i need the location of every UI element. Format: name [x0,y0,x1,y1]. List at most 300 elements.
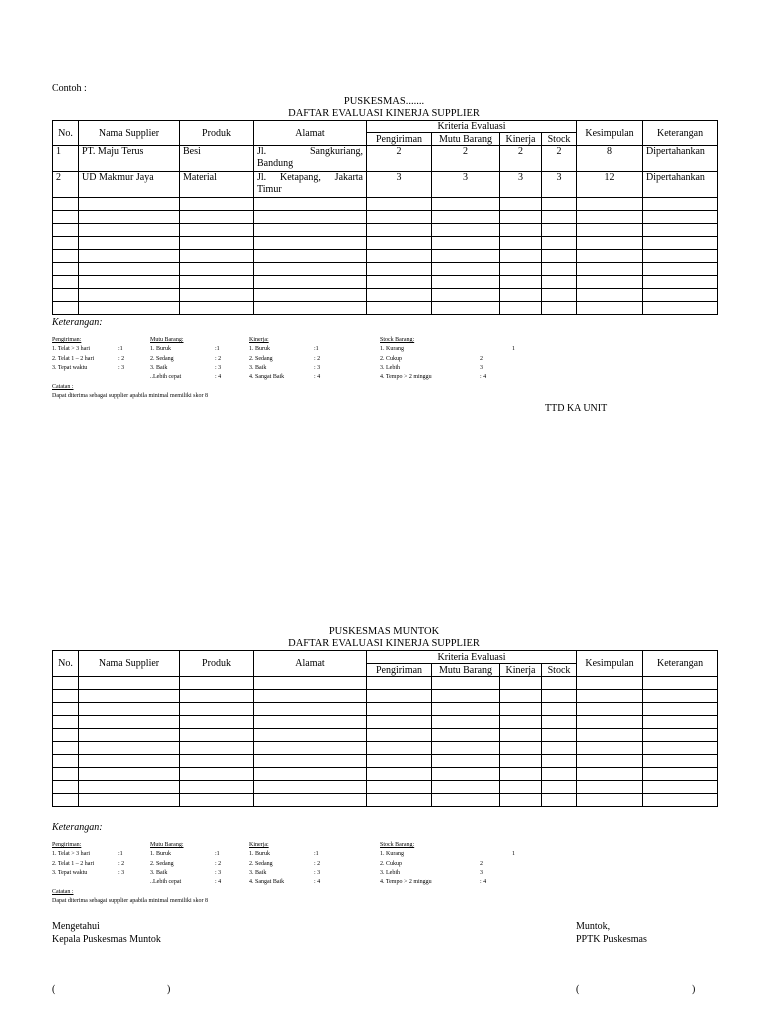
empty-cell [53,302,79,315]
empty-cell [180,211,254,224]
keterangan-label: Keterangan: [52,317,103,328]
alamat-line-1: Jl. Sangkuriang, [257,146,363,157]
empty-cell [577,289,643,302]
empty-cell [432,302,500,315]
legend-item: 3. Baik [249,869,267,876]
table-row-empty [53,781,718,794]
cell-alamat [254,146,367,172]
cell-no: 1 [53,146,79,172]
signature-paren-open-right: ( [576,984,580,995]
legend-score: : 2 [215,860,222,867]
empty-cell [53,690,79,703]
legend-mutu-barang [150,336,230,382]
legend-item: 1. Buruk [150,346,171,353]
empty-cell [79,794,180,807]
legend-title: Pengiriman: [52,337,82,343]
empty-cell [79,276,180,289]
legend-pengiriman [52,336,132,373]
legend-score: : 3 [215,364,222,371]
table-row-empty [53,716,718,729]
empty-cell [432,289,500,302]
form2-title-daftar: DAFTAR EVALUASI KINERJA SUPPLIER [288,638,480,649]
legend-score: 2 [480,355,483,362]
header-pengiriman: Pengiriman [367,133,432,146]
legend-item: ..Lebih cepat [150,879,182,886]
table-row-empty [53,263,718,276]
legend-score: 2 [480,860,483,867]
signature-paren-close-left: ) [167,984,171,995]
alamat-line-2: Bandung [257,158,294,169]
empty-cell [500,250,542,263]
legend-title: Kinerja: [249,842,269,848]
legend-score: :1 [314,346,319,353]
empty-cell [180,276,254,289]
empty-cell [367,211,432,224]
header-kinerja: Kinerja [500,664,542,677]
cell-keterangan: Dipertahankan [643,172,718,198]
catatan-label: Catatan : [52,384,74,390]
legend-score: : 3 [314,364,321,371]
empty-cell [180,781,254,794]
empty-cell [500,198,542,211]
legend-score: :1 [215,346,220,353]
cell-kinerja: 3 [500,172,542,198]
pptk-label: PPTK Puskesmas [576,933,647,945]
legend-score: : 3 [118,364,125,371]
legend-item: 3. Tepat waktu [52,869,88,876]
legend-score: : 3 [314,869,321,876]
empty-cell [577,302,643,315]
legend-score: : 2 [314,355,321,362]
empty-cell [180,755,254,768]
legend-score: : 4 [215,374,222,381]
empty-cell [577,211,643,224]
empty-cell [500,729,542,742]
empty-cell [53,755,79,768]
legend-pengiriman [52,841,132,878]
empty-cell [79,768,180,781]
cell-kesimpulan: 8 [577,146,643,172]
legend-item: 4. Tempo > 2 minggu [380,879,432,886]
legend-title: Mutu Barang: [150,842,184,848]
empty-cell [180,768,254,781]
legend-item: 4. Tempo > 2 minggu [380,374,432,381]
table-row-empty [53,276,718,289]
empty-cell [367,794,432,807]
empty-cell [254,302,367,315]
empty-cell [254,237,367,250]
empty-cell [79,302,180,315]
empty-cell [79,237,180,250]
empty-cell [79,742,180,755]
legend-score: : 3 [118,869,125,876]
legend-item: 1. Buruk [249,851,270,858]
legend-score: : 4 [215,879,222,886]
legend-item: 2. Telat 1 – 2 hari [52,355,95,362]
cell-mutu-barang: 3 [432,172,500,198]
empty-cell [577,677,643,690]
legend-score: 3 [480,869,483,876]
legend-score: :1 [314,851,319,858]
legend-score: : 4 [314,879,321,886]
empty-cell [577,703,643,716]
empty-cell [643,755,718,768]
legend-item: 4. Sangat Baik [249,879,285,886]
contoh-label: Contoh : [52,83,87,94]
empty-cell [643,768,718,781]
table-row [53,172,718,198]
signature-paren-open-left: ( [52,984,56,995]
empty-cell [254,716,367,729]
legend-item: 3. Lebih [380,869,400,876]
empty-cell [577,794,643,807]
legend-score: : 4 [480,879,487,886]
empty-cell [254,768,367,781]
cell-nama-supplier: UD Makmur Jaya [79,172,180,198]
empty-cell [367,755,432,768]
empty-cell [79,250,180,263]
legend-item: 2. Sedang [150,355,174,362]
empty-cell [643,263,718,276]
empty-cell [643,703,718,716]
empty-cell [367,729,432,742]
empty-cell [432,716,500,729]
empty-cell [254,703,367,716]
empty-cell [643,198,718,211]
empty-cell [79,781,180,794]
kepala-puskesmas-label: Kepala Puskesmas Muntok [52,933,161,945]
empty-cell [432,690,500,703]
header-kriteria-evaluasi: Kriteria Evaluasi [367,121,577,133]
header-kesimpulan: Kesimpulan [577,121,643,146]
empty-cell [180,703,254,716]
empty-cell [180,742,254,755]
empty-cell [254,690,367,703]
legend-item: 2. Cukup [380,860,403,867]
empty-cell [367,768,432,781]
legend-item: 1. Kurang [380,851,404,858]
empty-cell [542,237,577,250]
table-row-empty [53,250,718,263]
empty-cell [643,211,718,224]
empty-cell [254,276,367,289]
empty-cell [180,677,254,690]
empty-cell [180,302,254,315]
legend-item: 3. Lebih [380,364,400,371]
cell-produk: Material [180,172,254,198]
empty-cell [542,198,577,211]
ttd-ka-unit: TTD KA UNIT [545,403,608,414]
legend-catatan [52,383,352,402]
empty-cell [79,263,180,276]
empty-cell [577,276,643,289]
legend-score: :1 [215,851,220,858]
empty-cell [577,263,643,276]
empty-cell [542,690,577,703]
cell-pengiriman: 2 [367,146,432,172]
empty-cell [643,250,718,263]
empty-cell [500,703,542,716]
header-kinerja: Kinerja [500,133,542,146]
empty-cell [180,729,254,742]
header-mutu-barang: Mutu Barang [432,133,500,146]
cell-no: 2 [53,172,79,198]
empty-cell [79,198,180,211]
signature-right [576,921,647,946]
empty-cell [432,276,500,289]
legend-item: 1. Telat > 3 hari [52,346,91,353]
empty-cell [79,755,180,768]
empty-cell [79,716,180,729]
legend-score: : 2 [118,860,125,867]
legend-item: ..Lebih cepat [150,374,182,381]
table-row-empty [53,703,718,716]
legend-score: :1 [118,346,123,353]
header-nama-supplier: Nama Supplier [79,651,180,677]
empty-cell [577,781,643,794]
empty-cell [53,276,79,289]
empty-cell [577,742,643,755]
cell-kesimpulan: 12 [577,172,643,198]
legend-score: : 2 [118,355,125,362]
empty-cell [542,289,577,302]
empty-cell [500,289,542,302]
empty-cell [432,198,500,211]
empty-cell [180,224,254,237]
empty-cell [542,794,577,807]
empty-cell [500,276,542,289]
empty-cell [643,224,718,237]
header-mutu-barang: Mutu Barang [432,664,500,677]
empty-cell [254,224,367,237]
empty-cell [367,703,432,716]
cell-kinerja: 2 [500,146,542,172]
legend-score: : 4 [314,374,321,381]
legend-item: 1. Buruk [150,851,171,858]
empty-cell [432,742,500,755]
empty-cell [367,198,432,211]
empty-cell [53,716,79,729]
empty-cell [542,755,577,768]
empty-cell [432,781,500,794]
empty-cell [542,677,577,690]
legend-title: Stock Barang: [380,337,415,343]
header-no: No. [53,121,79,146]
header-stock: Stock [542,133,577,146]
header-produk: Produk [180,121,254,146]
empty-cell [500,211,542,224]
empty-cell [254,198,367,211]
empty-cell [180,716,254,729]
empty-cell [180,198,254,211]
empty-cell [500,302,542,315]
empty-cell [542,302,577,315]
catatan-text: Dapat diterima sebagai supplier apabila minimal memiliki skor 8 [52,393,208,400]
header-produk: Produk [180,651,254,677]
empty-cell [367,289,432,302]
legend-item: 4. Sangat Baik [249,374,285,381]
empty-cell [254,781,367,794]
legend-kinerja [249,841,329,887]
header-keterangan: Keterangan [643,651,718,677]
legend-score: :1 [118,851,123,858]
legend-title: Pengiriman: [52,842,82,848]
empty-cell [53,781,79,794]
empty-cell [643,716,718,729]
empty-cell [577,716,643,729]
empty-cell [53,250,79,263]
empty-cell [180,237,254,250]
alamat-line-1: Jl. Ketapang, Jakarta [257,172,363,183]
empty-cell [432,755,500,768]
empty-cell [254,250,367,263]
empty-cell [542,211,577,224]
empty-cell [367,237,432,250]
form1-title-daftar: DAFTAR EVALUASI KINERJA SUPPLIER [288,108,480,119]
signature-paren-close-right: ) [692,984,696,995]
form1-evaluation-table [52,120,718,315]
legend-score: : 2 [314,860,321,867]
empty-cell [432,224,500,237]
empty-cell [53,729,79,742]
empty-cell [643,276,718,289]
empty-cell [180,263,254,276]
empty-cell [643,690,718,703]
empty-cell [542,768,577,781]
legend-item: 1. Kurang [380,346,404,353]
empty-cell [79,677,180,690]
legend-item: 1. Telat > 3 hari [52,851,91,858]
empty-cell [254,211,367,224]
empty-cell [542,703,577,716]
empty-cell [500,677,542,690]
empty-cell [53,198,79,211]
empty-cell [79,703,180,716]
legend-mutu-barang [150,841,230,887]
legend-score: : 4 [480,374,487,381]
header-alamat: Alamat [254,121,367,146]
empty-cell [643,289,718,302]
legend-score: 1 [512,851,515,858]
header-no: No. [53,651,79,677]
empty-cell [432,768,500,781]
empty-cell [254,742,367,755]
empty-cell [643,781,718,794]
empty-cell [367,781,432,794]
empty-cell [367,716,432,729]
table-row-empty [53,794,718,807]
keterangan-label: Keterangan: [52,822,103,833]
empty-cell [542,781,577,794]
empty-cell [254,794,367,807]
mengetahui-label: Mengetahui [52,921,100,932]
empty-cell [577,250,643,263]
legend-item: 3. Tepat waktu [52,364,88,371]
table-row-empty [53,198,718,211]
empty-cell [643,302,718,315]
empty-cell [432,250,500,263]
empty-cell [53,237,79,250]
empty-cell [367,250,432,263]
legend-title: Stock Barang: [380,842,415,848]
cell-alamat [254,172,367,198]
header-pengiriman: Pengiriman [367,664,432,677]
empty-cell [643,677,718,690]
table-row-empty [53,768,718,781]
legend-score: : 3 [215,869,222,876]
empty-cell [367,302,432,315]
empty-cell [254,729,367,742]
empty-cell [367,224,432,237]
empty-cell [53,289,79,302]
empty-cell [180,250,254,263]
empty-cell [432,794,500,807]
form2-title-puskesmas: PUSKESMAS MUNTOK [328,626,440,637]
empty-cell [53,263,79,276]
empty-cell [643,237,718,250]
legend-item: 2. Sedang [249,355,273,362]
empty-cell [53,742,79,755]
table-row-empty [53,224,718,237]
table-row-empty [53,729,718,742]
alamat-line-2: Timur [257,184,282,195]
table-row-empty [53,289,718,302]
cell-pengiriman: 3 [367,172,432,198]
legend-stock-barang [380,841,540,887]
empty-cell [577,755,643,768]
table-row-empty [53,742,718,755]
legend-item: 2. Sedang [249,860,273,867]
legend-title: Kinerja: [249,337,269,343]
empty-cell [53,224,79,237]
empty-cell [254,263,367,276]
empty-cell [79,729,180,742]
header-stock: Stock [542,664,577,677]
empty-cell [500,690,542,703]
empty-cell [367,263,432,276]
empty-cell [577,729,643,742]
signature-left [52,921,161,946]
cell-produk: Besi [180,146,254,172]
table-row-empty [53,237,718,250]
empty-cell [53,794,79,807]
empty-cell [367,690,432,703]
empty-cell [643,729,718,742]
legend-stock-barang [380,336,540,382]
legend-score: : 2 [215,355,222,362]
cell-keterangan: Dipertahankan [643,146,718,172]
legend-item: 1. Buruk [249,346,270,353]
legend-catatan [52,888,352,907]
empty-cell [500,237,542,250]
empty-cell [432,237,500,250]
empty-cell [180,690,254,703]
legend-kinerja [249,336,329,382]
empty-cell [577,198,643,211]
table-row-empty [53,690,718,703]
empty-cell [79,224,180,237]
empty-cell [180,289,254,302]
empty-cell [500,755,542,768]
empty-cell [643,794,718,807]
empty-cell [79,211,180,224]
legend-item: 3. Baik [150,869,168,876]
legend-item: 3. Baik [249,364,267,371]
form2-evaluation-table [52,650,718,807]
legend-item: 2. Sedang [150,860,174,867]
header-kesimpulan: Kesimpulan [577,651,643,677]
legend-score: 1 [512,346,515,353]
